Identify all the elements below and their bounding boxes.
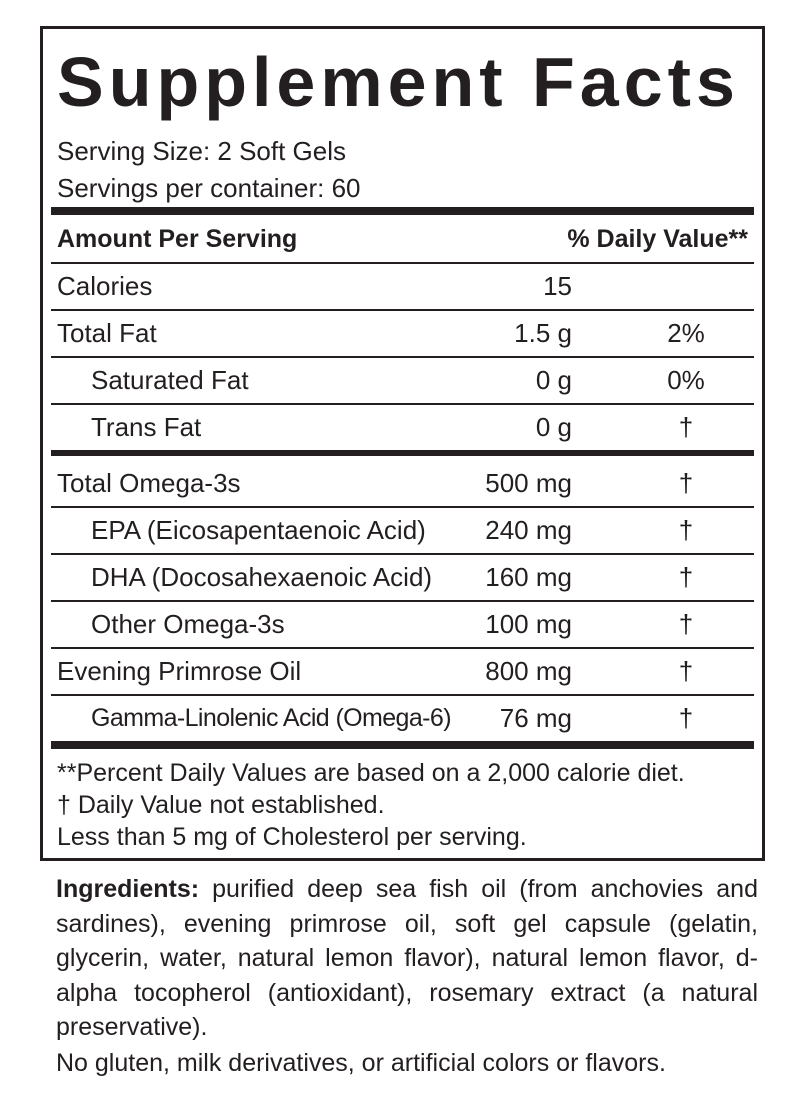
table-row [51,507,754,553]
table-header [51,216,754,262]
nutrient-name: Other Omega-3s [91,609,285,639]
nutrient-daily-value: 2% [667,318,705,348]
nutrient-name: Saturated Fat [91,365,249,395]
nutrient-daily-value: † [678,562,694,592]
thick-divider [51,450,754,456]
footnotes [57,757,685,853]
nutrient-daily-value: † [678,468,694,498]
nutrient-daily-value: † [678,515,694,545]
nutrient-amount: 160 mg [485,562,572,592]
nutrient-amount: 15 [543,271,572,301]
daily-value-header: % Daily Value** [567,225,748,253]
cholesterol-footnote: Less than 5 mg of Cholesterol per serving. [57,823,527,851]
thick-divider [51,741,754,749]
nutrient-amount: 100 mg [485,609,572,639]
amount-per-serving-header: Amount Per Serving [57,225,298,253]
ingredients-label: Ingredients: [56,875,200,903]
dagger-footnote: † Daily Value not established. [57,791,385,819]
panel-title: Supplement Facts [57,43,740,121]
table-row [51,404,754,450]
servings-per-container: Servings per container: 60 [57,173,361,203]
nutrient-daily-value: † [678,656,694,686]
nutrient-name: DHA (Docosahexaenoic Acid) [91,562,433,592]
table-row [51,310,754,356]
nutrient-amount: 500 mg [485,468,572,498]
nutrient-name: Calories [57,271,153,301]
nutrient-name: EPA (Eicosapentaenoic Acid) [91,515,426,545]
table-row [51,648,754,694]
ingredients-paragraph [56,872,758,1045]
nutrient-daily-value: † [678,703,694,733]
table-row [51,695,754,741]
supplement-facts-panel [40,26,765,861]
nutrient-amount: 800 mg [485,656,572,686]
nutrient-amount: 240 mg [485,515,572,545]
nutrient-name: Evening Primrose Oil [57,656,302,686]
nutrient-amount: 0 g [535,412,572,442]
daily-value-footnote: **Percent Daily Values are based on a 2,000 calorie diet. [57,759,685,787]
serving-size: Serving Size: 2 Soft Gels [57,136,347,166]
nutrient-amount: 76 mg [499,703,572,733]
nutrient-name: Gamma-Linolenic Acid (Omega-6) [91,704,451,732]
nutrient-amount: 1.5 g [514,318,572,348]
table-row [51,554,754,600]
table-row [51,263,754,309]
table-row [51,460,754,506]
table-row [51,601,754,647]
nutrient-daily-value: † [678,609,694,639]
thick-divider [51,207,754,215]
nutrient-daily-value: 0% [667,365,705,395]
ingredients-text: purified deep sea fish oil (from anchovies and sardines), evening primrose oil, soft gel capsule (gelatin, glycerin, water, natural lemon flavor), natural lemon flavor, d-alpha tocopherol (antioxidant), rosemary extract (a natural preservative). [56,875,758,1041]
nutrient-daily-value: † [678,412,694,442]
nutrient-amount: 0 g [535,365,572,395]
nutrient-name: Total Fat [57,318,157,348]
nutrient-name: Trans Fat [91,412,202,442]
table-row [51,357,754,403]
serving-info [57,133,361,207]
allergen-note: No gluten, milk derivatives, or artificial colors or flavors. [56,1049,666,1077]
nutrient-name: Total Omega-3s [57,468,241,498]
